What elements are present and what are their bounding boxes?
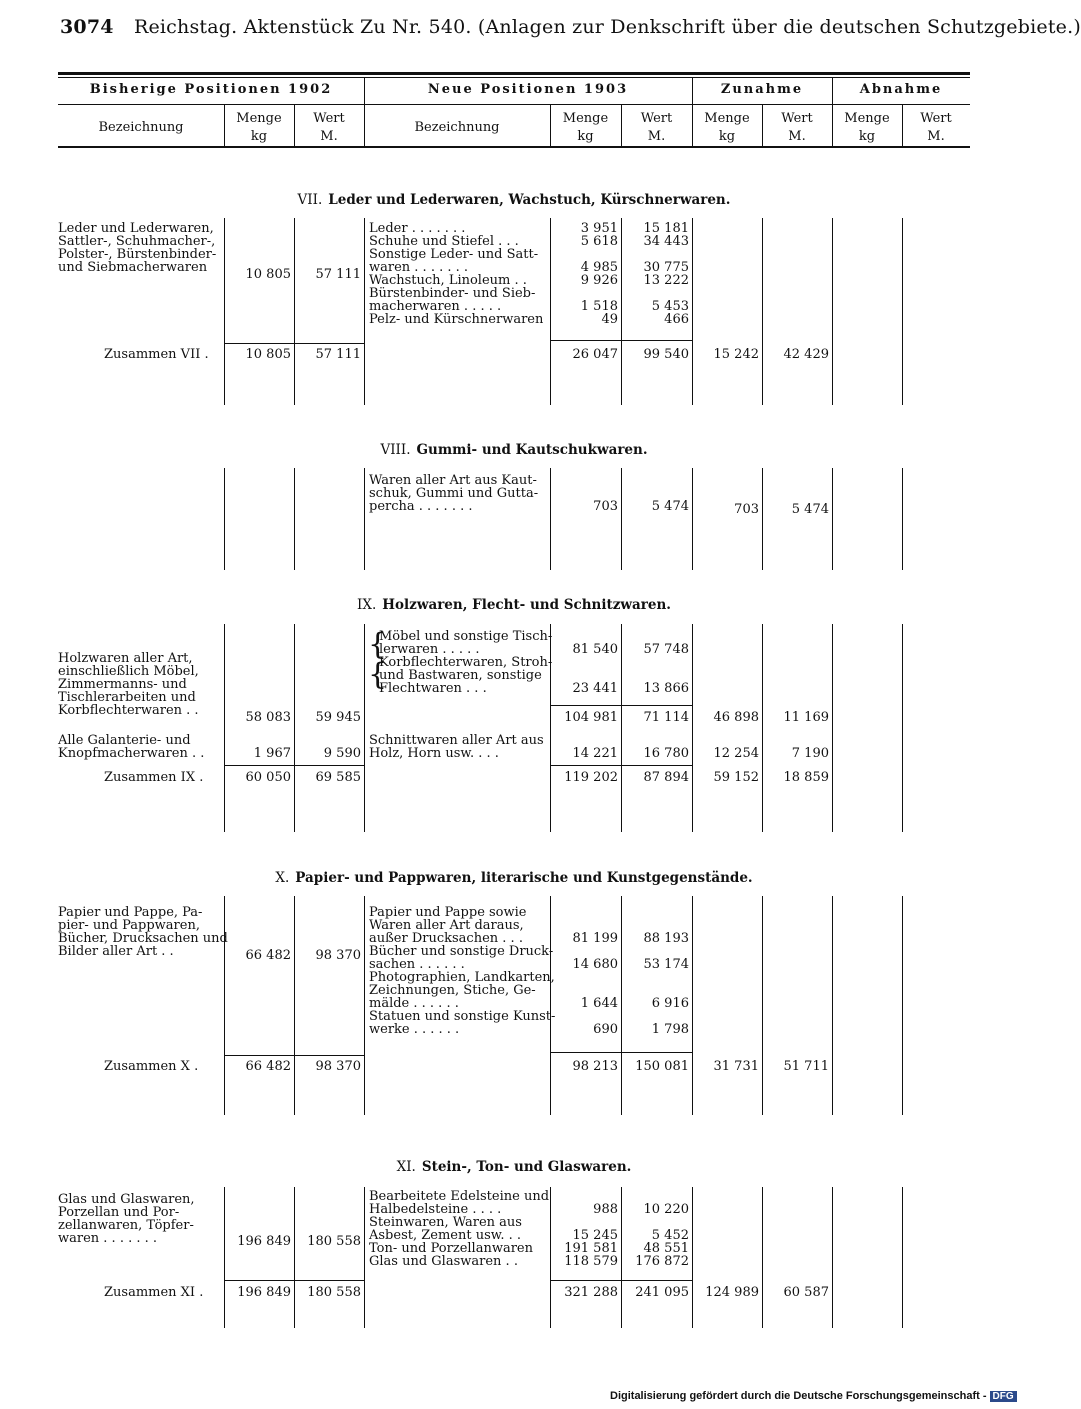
new-position-label: Waren aller Art daraus, [369, 918, 524, 933]
total-new-menge: 26 047 [572, 347, 618, 362]
header-bottom-rule [58, 146, 970, 148]
new-wert-value: 13 222 [643, 273, 689, 288]
col-menge-old: Menge [236, 111, 282, 126]
old-menge-value: 1 967 [253, 746, 291, 761]
total-old-menge: 10 805 [245, 347, 291, 362]
total-new-wert: 150 081 [635, 1059, 689, 1074]
new-position-label: Bürstenbinder- und Sieb- [369, 286, 536, 301]
new-position-label: Halbedelsteine . . . . [369, 1202, 502, 1217]
header-vline [832, 78, 833, 148]
new-position-label: und Bastwaren, sonstige [379, 668, 542, 683]
section-heading-ix: IX. Holzwaren, Flecht- und Schnitzwaren. [357, 597, 671, 613]
new-position-label: macherwaren . . . . . [369, 299, 502, 314]
new-position-label: Glas und Glaswaren . . [369, 1254, 518, 1269]
sum-rule [224, 343, 364, 344]
new-position-label: Papier und Pappe sowie [369, 905, 527, 920]
new-menge-value: 14 221 [572, 746, 618, 761]
new-menge-value: 14 680 [572, 957, 618, 972]
column-rule [832, 1187, 833, 1328]
total-label: Zusammen XI . [104, 1285, 204, 1300]
old-position-label: Alle Galanterie- und [58, 733, 191, 748]
group-header-1903: Neue Positionen 1903 [427, 82, 629, 97]
col-menge-zu-unit: kg [718, 129, 736, 144]
group-header-1902: Bisherige Positionen 1902 [89, 82, 333, 97]
header-vline [294, 104, 295, 148]
col-bezeichnung-new: Bezeichnung [414, 120, 500, 135]
subtotal-zunahme-menge: 12 254 [713, 746, 759, 761]
column-rule [294, 218, 295, 405]
column-rule [692, 218, 693, 405]
header-vline [902, 104, 903, 148]
header-divider [58, 104, 970, 105]
total-label: Zusammen VII . [104, 347, 209, 362]
column-rule [364, 218, 365, 405]
total-label: Zusammen IX . [104, 770, 204, 785]
new-wert-value: 88 193 [643, 931, 689, 946]
total-zunahme-wert: 18 859 [783, 770, 829, 785]
new-position-label: Holz, Horn usw. . . . [369, 746, 499, 761]
new-position-label: Ton- und Porzellanwaren [369, 1241, 533, 1256]
sum-rule [224, 1055, 364, 1056]
new-menge-value: 1 644 [580, 996, 618, 1011]
new-position-label: Zeichnungen, Stiche, Ge- [369, 983, 536, 998]
new-position-label: Leder . . . . . . . [369, 221, 466, 236]
old-position-label: Glas und Glaswaren, [58, 1192, 195, 1207]
header-vline [621, 104, 622, 148]
column-rule [224, 468, 225, 570]
new-wert-value: 13 866 [643, 681, 689, 696]
total-new-menge: 321 288 [564, 1285, 618, 1300]
old-position-label: Polster-, Bürstenbinder- [58, 247, 217, 262]
old-menge-value: 58 083 [245, 710, 291, 725]
sum-rule [224, 765, 364, 766]
column-rule [692, 1187, 693, 1328]
new-menge-value: 23 441 [572, 681, 618, 696]
header-vline [224, 104, 225, 148]
column-rule [902, 624, 903, 832]
new-position-label: Bearbeitete Edelsteine und [369, 1189, 550, 1204]
new-wert-value: 5 453 [651, 299, 689, 314]
old-menge-value: 66 482 [245, 948, 291, 963]
col-menge-old-unit: kg [250, 129, 268, 144]
old-position-label: Bücher, Drucksachen und [58, 931, 228, 946]
total-zunahme-menge: 124 989 [705, 1285, 759, 1300]
new-position-label: sachen . . . . . . [369, 957, 465, 972]
col-wert-ab-unit: M. [927, 129, 945, 144]
old-position-label: Bilder aller Art . . [58, 944, 174, 959]
column-rule [762, 1187, 763, 1328]
total-old-menge: 196 849 [237, 1285, 291, 1300]
total-zunahme-wert: 42 429 [783, 347, 829, 362]
page-title: Reichstag. Aktenstück Zu Nr. 540. (Anlagen zur Denkschrift über die deutschen Schutzgebiete.) [133, 16, 1081, 38]
page-header [60, 16, 1081, 38]
new-position-label: Korbflechterwaren, Stroh- [379, 655, 553, 670]
sum-rule [550, 1280, 692, 1281]
column-rule [364, 896, 365, 1115]
total-old-wert: 180 558 [307, 1285, 361, 1300]
column-rule [902, 218, 903, 405]
column-rule [832, 468, 833, 570]
total-new-menge: 119 202 [564, 770, 618, 785]
column-rule [692, 896, 693, 1115]
col-menge-zu: Menge [704, 111, 750, 126]
dfg-logo: DFG [990, 1391, 1017, 1402]
total-zunahme-menge: 15 242 [713, 347, 759, 362]
new-wert-value: 5 474 [651, 499, 689, 514]
new-position-label: schuk, Gummi und Gutta- [369, 486, 539, 501]
new-menge-value: 1 518 [580, 299, 618, 314]
old-menge-value: 10 805 [245, 267, 291, 282]
total-new-wert: 87 894 [643, 770, 689, 785]
col-menge-new-unit: kg [577, 129, 594, 144]
new-wert-value: 466 [664, 312, 689, 327]
column-rule [902, 1187, 903, 1328]
header-vline [692, 78, 693, 148]
new-menge-value: 5 618 [580, 234, 618, 249]
column-rule [902, 896, 903, 1115]
new-position-label: percha . . . . . . . [369, 499, 473, 514]
column-rule [294, 896, 295, 1115]
old-position-label: Zimmermanns- und [58, 677, 187, 692]
old-wert-value: 180 558 [307, 1234, 361, 1249]
total-zunahme-menge: 59 152 [713, 770, 759, 785]
column-rule [294, 1187, 295, 1328]
old-position-label: Tischlerarbeiten und [58, 690, 196, 705]
new-wert-value: 5 452 [651, 1228, 689, 1243]
old-position-label: Knopfmacherwaren . . [58, 746, 205, 761]
column-rule [832, 896, 833, 1115]
old-position-label: pier- und Pappwaren, [58, 918, 200, 933]
zunahme-menge-value: 703 [734, 502, 759, 517]
new-position-label: Asbest, Zement usw. . . [369, 1228, 522, 1243]
col-menge-new: Menge [562, 111, 609, 126]
old-wert-value: 9 590 [323, 746, 361, 761]
total-zunahme-wert: 60 587 [783, 1285, 829, 1300]
col-wert-new: Wert [640, 111, 673, 126]
old-wert-value: 98 370 [315, 948, 361, 963]
old-position-label: Korbflechterwaren . . [58, 703, 199, 718]
new-menge-value: 4 985 [580, 260, 618, 275]
subtotal-zunahme-menge: 46 898 [713, 710, 759, 725]
new-position-label: werke . . . . . . [369, 1022, 460, 1037]
subtotal-new-wert: 71 114 [643, 710, 689, 725]
col-wert-zu-unit: M. [788, 129, 806, 144]
column-rule [762, 624, 763, 832]
total-old-wert: 98 370 [315, 1059, 361, 1074]
group-header-abnahme: Abnahme [859, 82, 943, 97]
sum-rule [550, 1052, 692, 1053]
new-position-label: waren . . . . . . . [369, 260, 469, 275]
total-old-menge: 66 482 [245, 1059, 291, 1074]
new-wert-value: 30 775 [643, 260, 689, 275]
new-wert-value: 48 551 [643, 1241, 689, 1256]
old-position-label: Porzellan und Por- [58, 1205, 180, 1220]
new-wert-value: 34 443 [643, 234, 689, 249]
column-rule [692, 624, 693, 832]
total-new-wert: 99 540 [643, 347, 689, 362]
new-position-label: Wachstuch, Linoleum . . [369, 273, 527, 288]
new-position-label: Waren aller Art aus Kaut- [369, 473, 537, 488]
column-rule [621, 468, 622, 570]
column-rule [692, 468, 693, 570]
new-position-label: Flechtwaren . . . [379, 681, 487, 696]
total-zunahme-menge: 31 731 [713, 1059, 759, 1074]
total-label: Zusammen X . [104, 1059, 199, 1074]
header-vline [550, 104, 551, 148]
new-wert-value: 176 872 [635, 1254, 689, 1269]
column-rule [902, 468, 903, 570]
new-position-label: außer Drucksachen . . . [369, 931, 523, 946]
section-heading-viii: VIII. Gummi- und Kautschukwaren. [380, 442, 648, 458]
column-rule [832, 624, 833, 832]
old-wert-value: 59 945 [315, 710, 361, 725]
new-menge-value: 703 [593, 499, 618, 514]
old-position-label: waren . . . . . . . [58, 1231, 158, 1246]
new-position-label: Schuhe und Stiefel . . . [369, 234, 519, 249]
brace-left: { [368, 627, 388, 662]
column-rule [364, 468, 365, 570]
col-wert-old: Wert [313, 111, 345, 126]
total-zunahme-wert: 51 711 [783, 1059, 829, 1074]
column-rule [762, 468, 763, 570]
sum-rule [550, 765, 692, 766]
new-wert-value: 57 748 [643, 642, 689, 657]
section-heading-xi: XI. Stein-, Ton- und Glaswaren. [396, 1159, 632, 1175]
column-rule [762, 218, 763, 405]
column-rule [294, 468, 295, 570]
section-heading-vii: VII. Leder und Lederwaren, Wachstuch, Kürschnerwaren. [297, 192, 731, 208]
sum-rule [550, 705, 692, 706]
header-vline [762, 104, 763, 148]
subtotal-zunahme-wert: 7 190 [791, 746, 829, 761]
old-position-label: Papier und Pappe, Pa- [58, 905, 203, 920]
col-bezeichnung-old: Bezeichnung [98, 120, 184, 135]
total-new-wert: 241 095 [635, 1285, 689, 1300]
new-wert-value: 53 174 [643, 957, 689, 972]
new-position-label: Möbel und sonstige Tisch- [379, 629, 553, 644]
total-new-menge: 98 213 [572, 1059, 618, 1074]
old-wert-value: 57 111 [315, 267, 361, 282]
page-number: 3074 [60, 16, 114, 38]
header-vline [364, 78, 365, 148]
new-position-label: lerwaren . . . . . [379, 642, 480, 657]
sum-rule [224, 1280, 364, 1281]
new-menge-value: 81 199 [572, 931, 618, 946]
column-rule [224, 896, 225, 1115]
new-position-label: Pelz- und Kürschnerwaren [369, 312, 544, 327]
new-menge-value: 49 [601, 312, 618, 327]
old-menge-value: 196 849 [237, 1234, 291, 1249]
column-rule [762, 896, 763, 1115]
old-position-label: Sattler-, Schuhmacher-, [58, 234, 216, 249]
column-rule [224, 1187, 225, 1328]
column-rule [832, 218, 833, 405]
column-rule [224, 218, 225, 405]
top-rule-thin [58, 77, 970, 78]
new-wert-value: 1 798 [651, 1022, 689, 1037]
col-menge-ab: Menge [844, 111, 890, 126]
column-rule [224, 624, 225, 832]
new-menge-value: 9 926 [580, 273, 618, 288]
col-menge-ab-unit: kg [858, 129, 876, 144]
zunahme-wert-value: 5 474 [791, 502, 829, 517]
old-position-label: Leder und Lederwaren, [58, 221, 214, 236]
footer-credit: Digitalisierung gefördert durch die Deutsche Forschungsgemeinschaft - DFG [610, 1390, 1017, 1402]
new-wert-value: 6 916 [651, 996, 689, 1011]
old-position-label: einschließlich Möbel, [58, 664, 199, 679]
new-menge-value: 988 [593, 1202, 618, 1217]
new-wert-value: 15 181 [643, 221, 689, 236]
column-rule [364, 1187, 365, 1328]
new-position-label: Schnittwaren aller Art aus [369, 733, 544, 748]
new-menge-value: 118 579 [564, 1254, 618, 1269]
old-position-label: Holzwaren aller Art, [58, 651, 193, 666]
total-old-menge: 60 050 [245, 770, 291, 785]
new-wert-value: 16 780 [643, 746, 689, 761]
column-rule [294, 624, 295, 832]
subtotal-new-menge: 104 981 [564, 710, 618, 725]
subtotal-zunahme-wert: 11 169 [783, 710, 829, 725]
sum-rule [550, 340, 692, 341]
new-wert-value: 10 220 [643, 1202, 689, 1217]
total-old-wert: 69 585 [315, 770, 361, 785]
col-wert-zu: Wert [781, 111, 813, 126]
col-wert-ab: Wert [920, 111, 952, 126]
new-menge-value: 3 951 [580, 221, 618, 236]
new-position-label: Sonstige Leder- und Satt- [369, 247, 539, 262]
new-position-label: Statuen und sonstige Kunst- [369, 1009, 556, 1024]
new-position-label: Steinwaren, Waren aus [369, 1215, 522, 1230]
column-rule [550, 468, 551, 570]
group-header-zunahme: Zunahme [720, 82, 804, 97]
brace-left: { [368, 657, 388, 692]
new-menge-value: 15 245 [572, 1228, 618, 1243]
section-heading-x: X. Papier- und Pappwaren, literarische und Kunstgegenstände. [275, 870, 753, 886]
new-position-label: mälde . . . . . . [369, 996, 459, 1011]
new-menge-value: 191 581 [564, 1241, 618, 1256]
col-wert-old-unit: M. [320, 129, 338, 144]
new-position-label: Photographien, Landkarten, [369, 970, 555, 985]
new-menge-value: 690 [593, 1022, 618, 1037]
old-position-label: zellanwaren, Töpfer- [58, 1218, 194, 1233]
top-rule [58, 72, 970, 75]
new-position-label: Bücher und sonstige Druck- [369, 944, 554, 959]
column-rule [364, 624, 365, 832]
total-old-wert: 57 111 [315, 347, 361, 362]
new-menge-value: 81 540 [572, 642, 618, 657]
old-position-label: und Siebmacherwaren [58, 260, 208, 275]
col-wert-new-unit: M. [647, 129, 666, 144]
